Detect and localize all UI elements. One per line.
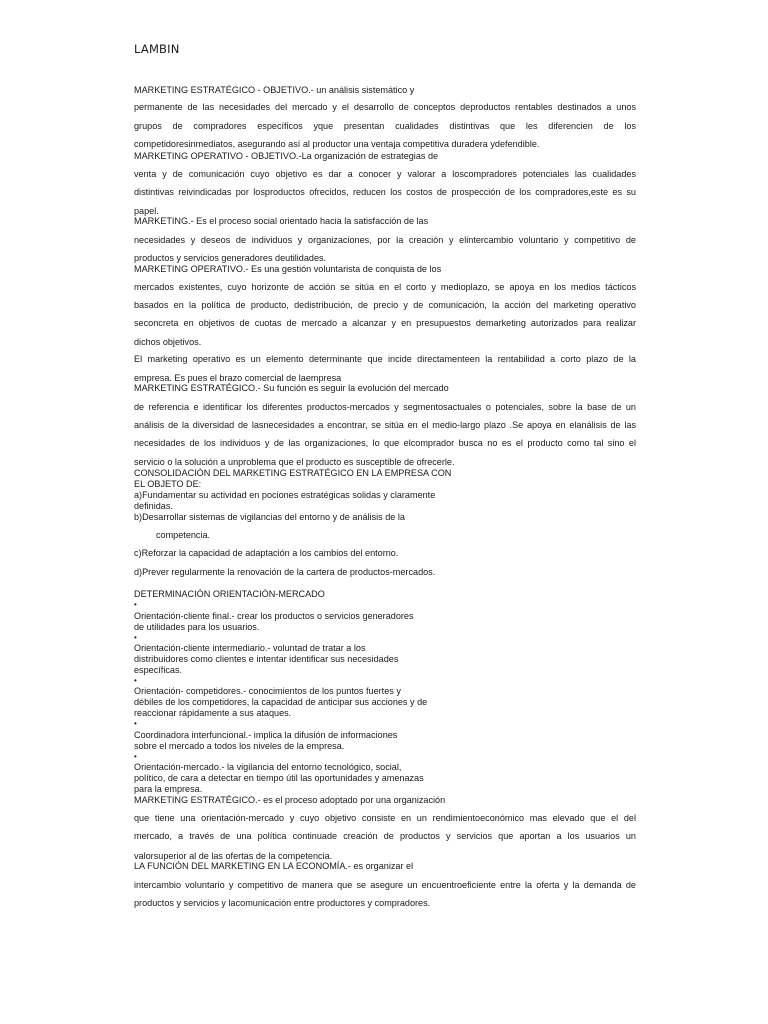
text-line: grupos de compradores específicos yque presentan cualidades distintivas que les diferencien de los — [134, 121, 636, 131]
text-line: específicas. — [134, 665, 183, 675]
text-line: valorsuperior al de las ofertas de la competencia. — [134, 851, 333, 861]
text-line: definidas. — [134, 501, 173, 511]
bullet-marker: • — [134, 600, 137, 609]
text-line: LA FUNCIÓN DEL MARKETING EN LA ECONOMÍA.- es organizar el — [134, 861, 414, 871]
text-line: distintivas reivindicadas por losproductos ofrecidos, reducen los costos de prospección de los compradores,este es su — [134, 187, 636, 197]
text-line: a)Fundamentar su actividad en pociones estratégicas solidas y claramente — [134, 490, 436, 500]
text-line: de utilidades para los usuarios. — [134, 622, 260, 632]
text-line: distribuidores como clientes e intentar identificar sus necesidades — [134, 654, 399, 664]
text-line: necesidades y deseos de individuos y organizaciones, por la creación y elintercambio voluntario y competitivo de — [134, 235, 636, 245]
text-line: Orientación-cliente intermediario.- voluntad de tratar a los — [134, 643, 366, 653]
text-line: seconcreta en objetivos de cuotas de mercado a alcanzar y en presupuestos demarketing autorizados para realizar — [134, 318, 636, 328]
text-line: MARKETING ESTRATÉGICO.- Su función es seguir la evolución del mercado — [134, 383, 449, 393]
text-line: político, de cara a detectar en tiempo útil las oportunidades y amenazas — [134, 773, 424, 783]
text-line: papel. — [134, 206, 159, 216]
text-line: CONSOLIDACIÓN DEL MARKETING ESTRATÉGICO EN LA EMPRESA CON — [134, 468, 452, 478]
text-line: El marketing operativo es un elemento determinante que incide directamenteen la rentabilidad a corto plazo de la — [134, 354, 636, 364]
text-line: empresa. Es pues el brazo comercial de laempresa — [134, 373, 342, 383]
text-line: permanente de las necesidades del mercado y el desarrollo de conceptos deproductos rentables destinados a unos — [134, 102, 636, 112]
text-line: de referencia e identificar los diferentes productos-mercados y segmentosactuales o potenciales, sobre la base de un — [134, 402, 636, 412]
text-line: MARKETING.- Es el proceso social orientado hacia la satisfacción de las — [134, 216, 429, 226]
text-line: productos y servicios y lacomunicación entre productores y compradores. — [134, 898, 431, 908]
text-line: débiles de los competidores, la capacidad de anticipar sus acciones y de — [134, 697, 428, 707]
text-line: Orientación-cliente final.- crear los productos o servicios generadores — [134, 611, 414, 621]
text-line: productos y servicios generadores deutilidades. — [134, 253, 327, 263]
text-line: competidoresinmediatos, asegurando así al productor una ventaja competitiva duradera ydefendible. — [134, 139, 540, 149]
text-line: MARKETING ESTRATÉGICO.- es el proceso adoptado por una organización — [134, 795, 446, 805]
document-title: LAMBIN — [134, 42, 180, 56]
text-line: mercado, a través de una política continuade creación de productos y servicios que aportan a los usuarios un — [134, 831, 636, 841]
text-line: basados en la política de producto, dedistribución, de precio y de comunicación, la acción del marketing operativo — [134, 300, 636, 310]
text-line: para la empresa. — [134, 784, 203, 794]
text-line: MARKETING OPERATIVO - OBJETIVO.-La organización de estrategias de — [134, 151, 439, 161]
text-line: EL OBJETO DE: — [134, 479, 202, 489]
text-line: servicio o la solución a unproblema que el producto es susceptible de ofrecerle. — [134, 457, 455, 467]
text-line: Orientación- competidores.- conocimientos de los puntos fuertes y — [134, 686, 401, 696]
text-line: venta y de comunicación cuyo objetivo es dar a conocer y valorar a loscompradores potenciales las cualidades — [134, 169, 636, 179]
text-line: Orientación-mercado.- la vigilancia del entorno tecnológico, social, — [134, 762, 402, 772]
text-line: MARKETING ESTRATÉGICO - OBJETIVO.- un análisis sistemático y — [134, 85, 415, 95]
text-line: DETERMINACIÓN ORIENTACIÓN-MERCADO — [134, 589, 325, 599]
text-line: dichos objetivos. — [134, 337, 202, 347]
text-line: b)Desarrollar sistemas de vigilancias del entorno y de análisis de la — [134, 512, 405, 522]
bullet-marker: • — [134, 719, 137, 728]
text-line: MARKETING OPERATIVO.- Es una gestión voluntarista de conquista de los — [134, 264, 442, 274]
bullet-marker: • — [134, 633, 137, 642]
text-line: análisis de la diversidad de lasnecesidades a encontrar, se sitúa en el medio-largo plazo .Se apoya en elanálisis de las — [134, 420, 636, 430]
text-line: necesidades de los individuos y de las organizaciones, lo que elcomprador busca no es el producto como tal sino el — [134, 438, 636, 448]
text-line: c)Reforzar la capacidad de adaptación a los cambios del entorno. — [134, 548, 399, 558]
text-line: sobre el mercado a todos los niveles de la empresa. — [134, 741, 345, 751]
text-line: Coordinadora interfuncional.- implica la difusión de informaciones — [134, 730, 398, 740]
bullet-marker: • — [134, 676, 137, 685]
bullet-marker: • — [134, 752, 137, 761]
text-line: mercados existentes, cuyo horizonte de acción se sitúa en el corto y medioplazo, se apoya en los medios tácticos — [134, 282, 636, 292]
text-line: intercambio voluntario y competitivo de manera que se asegure un encuentroeficiente entre la oferta y la demanda de — [134, 880, 636, 890]
text-line: d)Prever regularmente la renovación de la cartera de productos-mercados. — [134, 567, 436, 577]
text-line: reaccionar rápidamente a sus ataques. — [134, 708, 292, 718]
text-line: competencia. — [156, 530, 211, 540]
text-line: que tiene una orientación-mercado y cuyo objetivo consiste en un rendimientoeconómico mas elevado que el del — [134, 813, 636, 823]
